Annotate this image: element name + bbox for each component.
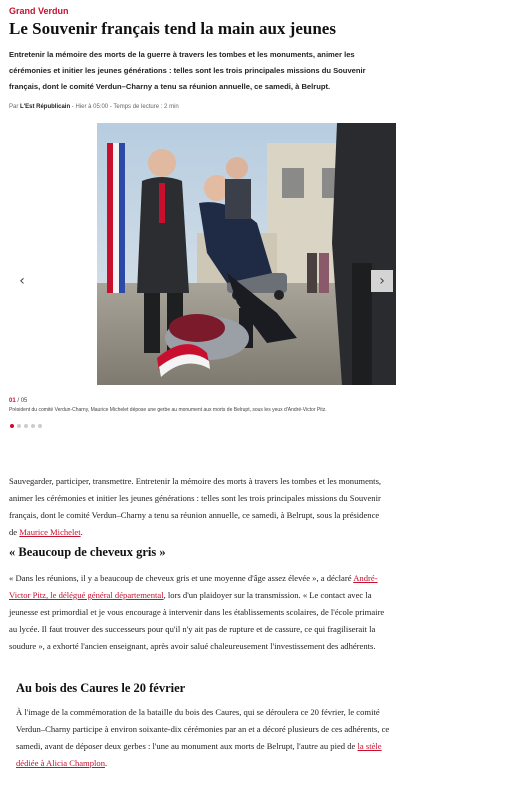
slide-total: 05	[20, 398, 28, 404]
paragraph-caures	[16, 704, 396, 772]
slider-dot[interactable]	[10, 424, 14, 428]
section-heading: « Beaucoup de cheveux gris »	[9, 545, 166, 559]
slide-photo	[97, 123, 396, 385]
paragraph-end: .	[105, 758, 108, 768]
slide-current: 01	[9, 398, 16, 404]
paragraph-text: « Dans les réunions, il y a beaucoup de cheveux gris et une moyenne d'âge assez élevée », a déclaré	[9, 573, 354, 583]
slider-dot[interactable]	[24, 424, 28, 428]
paragraph-quote	[9, 570, 389, 655]
chevron-right-icon: ›	[379, 273, 385, 289]
photo-slider[interactable]	[9, 120, 405, 388]
slider-dots	[10, 424, 42, 428]
article-lead: Entretenir la mémoire des morts de la guerre à travers les tombes et les monuments, animer les cérémonies et initier les jeunes générations : telles sont les trois principales missions du Souvenir français, dont le comité Verdun–Charny a tenu sa réunion annuelle, ce samedi, à Belrupt.	[9, 50, 366, 91]
paragraph-end: .	[80, 527, 83, 537]
paragraph-text: Sauvegarder, participer, transmettre. Entretenir la mémoire des morts à travers les tombes et les monuments, animer les cérémonies et initier les jeunes générations : telles sont les trois principales missions du Souvenir français, dont le comité Verdun–Charny a tenu sa réunion annuelle, ce samedi, à Belrupt, sous la présidence de	[9, 476, 382, 537]
slide-counter	[9, 398, 27, 404]
person-link-andre-victor-pitz[interactable]: André-Victor Pitz, le délégué général départemental	[9, 573, 378, 600]
byline-prefix: Par	[9, 104, 19, 110]
slider-prev-button[interactable]	[11, 270, 33, 292]
paragraph-text: , lors d'un plaidoyer sur la transmission. « Le contact avec la jeunesse est primordial et je vous encourage à intervenir dans les établissements scolaires, de l'école primaire au lycée. Il faut trouver des successeurs pour qu'il n'y ait pas de rupture et de cassure, ce qui fragiliserait la soudure », a exhorté l'ancien enseignant, après avoir salué chaleureusement l'investissement des adhérents.	[9, 590, 385, 651]
person-link-maurice-michelet[interactable]: Maurice Michelet	[19, 527, 81, 537]
slide-separator: /	[15, 398, 21, 404]
article-title: Le Souvenir français tend la main aux jeunes	[9, 19, 336, 38]
slider-dot[interactable]	[17, 424, 21, 428]
section-heading: Au bois des Caures le 20 février	[16, 681, 186, 695]
paragraph-text: À l'image de la commémoration de la bataille du bois des Caures, qui se déroulera ce 20 février, le comité Verdun–Charny participe à environ soixante-dix cérémonies par an et a décoré plusieurs de ces adhérents, ce samedi, avant de déposer deux gerbes : l'une au monument aux morts de Belrupt, l'autre au pied de	[16, 707, 390, 751]
slider-dot[interactable]	[38, 424, 42, 428]
slider-dot[interactable]	[31, 424, 35, 428]
rubric-link[interactable]: Grand Verdun	[9, 6, 69, 16]
link-stele-alicia-champlon[interactable]: la stèle dédiée à Alicia Champlon	[16, 741, 382, 768]
slide-caption: Président du comité Verdun-Charny, Maurice Michelet dépose une gerbe au monument aux morts de Belrupt, sous les yeux d'André-Victor Pitz.	[9, 407, 327, 413]
byline	[9, 104, 179, 110]
byline-meta: - Hier à 05:00 - Temps de lecture : 2 min	[71, 104, 179, 110]
slider-next-button[interactable]	[371, 270, 393, 292]
chevron-left-icon: ‹	[19, 273, 25, 289]
byline-source[interactable]: L'Est Républicain	[20, 104, 71, 110]
paragraph-intro	[9, 473, 389, 541]
